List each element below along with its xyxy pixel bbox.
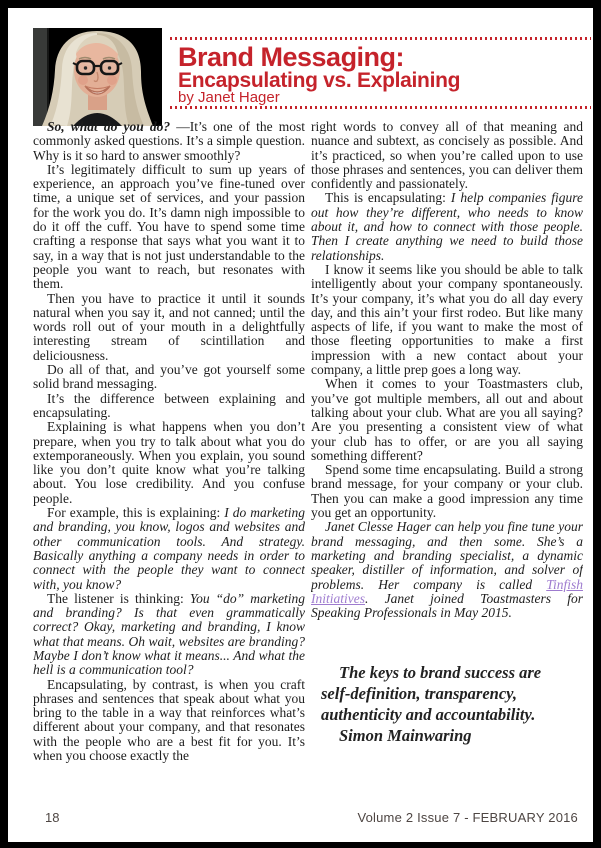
text-run: I know it seems like you should be able to talk intelligently about your company spontaneously. It’s your company, it’s what you do all day every day, and this ain’t your first rodeo. But like many aspects of life, if you want to make the most of those fleeting opportunities to make a first impression with a new contact about your company, a little prep goes a long way. [311,261,583,378]
portrait-illustration [33,28,162,126]
text-run: Janet Clesse Hager [325,519,435,535]
text-run: Do all of that, and you’ve got yourself some solid brand messaging. [33,362,305,392]
text-run: It’s legitimately difficult to sum up years of experience, an approach you’ve fine-tuned over time, a unique set of services, and your passion for the work you do. It’s damn nigh impossible to do it off the cuff. You have to spend some time crafting a response that says what you want it to say, in a way that is not just understandable to the people you want to reach, but resonates with them. [33,161,305,292]
page-subtitle: Encapsulating vs. Explaining [178,69,461,92]
left-column [33,120,305,796]
text-run: You “do” marketing and branding? Is that even grammatically correct? Okay, marketing and branding, I know what that means. Oh wait, websites are branding? Maybe I don’t know what it means... And what the hell is a communication tool? [33,590,305,678]
text-run: Simon Mainwaring [339,726,472,746]
article-header [170,37,591,109]
paragraph [33,363,305,392]
text-run: can help you fine tune your brand messaging, and then some. She’s a marketing and branding specialist, a dynamic speaker, distiller of information, and solver of problems. Her company is called [311,519,583,592]
text-run: The listener is thinking: [47,590,190,606]
byline: by Janet Hager [178,89,280,106]
text-run: This is encapsulating: [325,190,451,206]
right-column [311,120,583,796]
text-run: right words to convey all of that meaning and nuance and subtext, as concisely as possible. And it’s practiced, so when you’re called upon to use those phrases and sentences, you can deliver them confidently and passionately. [311,120,583,192]
text-run: For example, this is explaining: [47,505,225,521]
pull-quote [321,662,571,725]
paragraph [311,463,583,520]
paragraph [33,292,305,363]
text-run: Then you have to practice it until it sounds natural when you say it, and not canned; until the words roll out of your mouth in a delightfully interesting stream of scintillation and deliciousness. [33,290,305,363]
text-run: When it comes to your Toastmasters club, you’ve got multiple members, all out and about talking about your club. What are you all saying? Are you presenting a consistent view of what your club has to offer, or are you all saying something different? [311,376,583,463]
page-footer [8,810,593,830]
text-run: Encapsulating, by contrast, is when you craft phrases and sentences that speak about what you bring to the table in a way that reinforces what’s different about your company, and that resonates with the people who are a best fit for you. It’s when you choose exactly the [33,676,305,764]
author-portrait-photo [33,28,162,126]
article-body [33,120,583,796]
issue-label: Volume 2 Issue 7 - FEBRUARY 2016 [357,810,578,825]
paragraph [33,420,305,506]
text-run: Explaining is what happens when you don’t prepare, when you try to talk about what you do extemporaneously. When you explain, you sound like you don’t quite know what you’re talking about. You lose credibility. And you confuse people. [33,419,305,506]
tinfish-initiatives-link[interactable]: Tinfish Initiatives [311,576,583,606]
text-run: So, what do you do? [47,120,177,134]
dotted-rule-bottom [170,106,591,109]
text-run: It’s the difference between explaining and encapsulating. [33,390,305,420]
paragraph [33,392,305,421]
paragraph [311,520,583,620]
quote-attribution [321,725,571,746]
paragraph [33,120,305,163]
paragraph [33,506,305,592]
paragraph [33,163,305,292]
text-run: —It’s one of the most commonly asked questions. It’s a simple question. Why is it so hard to answer smoothly? [33,120,305,163]
text-run: Spend some time encapsulating. Build a strong brand message, for your company or your club. Then you can make a good impression any time you get an opportunity. [311,462,583,521]
magazine-page [8,8,593,842]
paragraph [33,678,305,764]
paragraph [311,191,583,262]
text-run: I help companies figure out how they’re different, who needs to know about it, and how to connect with those people. Then I create anything we need to build those relationships. [311,190,583,263]
page-number: 18 [45,810,60,825]
paragraph [311,263,583,377]
page-title: Brand Messaging: [178,42,405,72]
text-run: The keys to brand success are self-definition, transparency, authenticity and accountability. [321,663,542,725]
paragraph [33,592,305,678]
text-run: . Janet joined Toastmasters for Speaking Professionals in May 2015. [311,590,583,621]
paragraph [311,120,583,191]
text-run: I do marketing and branding, you know, logos and websites and other communication tools. And strategy. Basically anything a company needs in order to connect with the people they want to connect with, you know? [33,505,305,592]
paragraph [311,377,583,463]
